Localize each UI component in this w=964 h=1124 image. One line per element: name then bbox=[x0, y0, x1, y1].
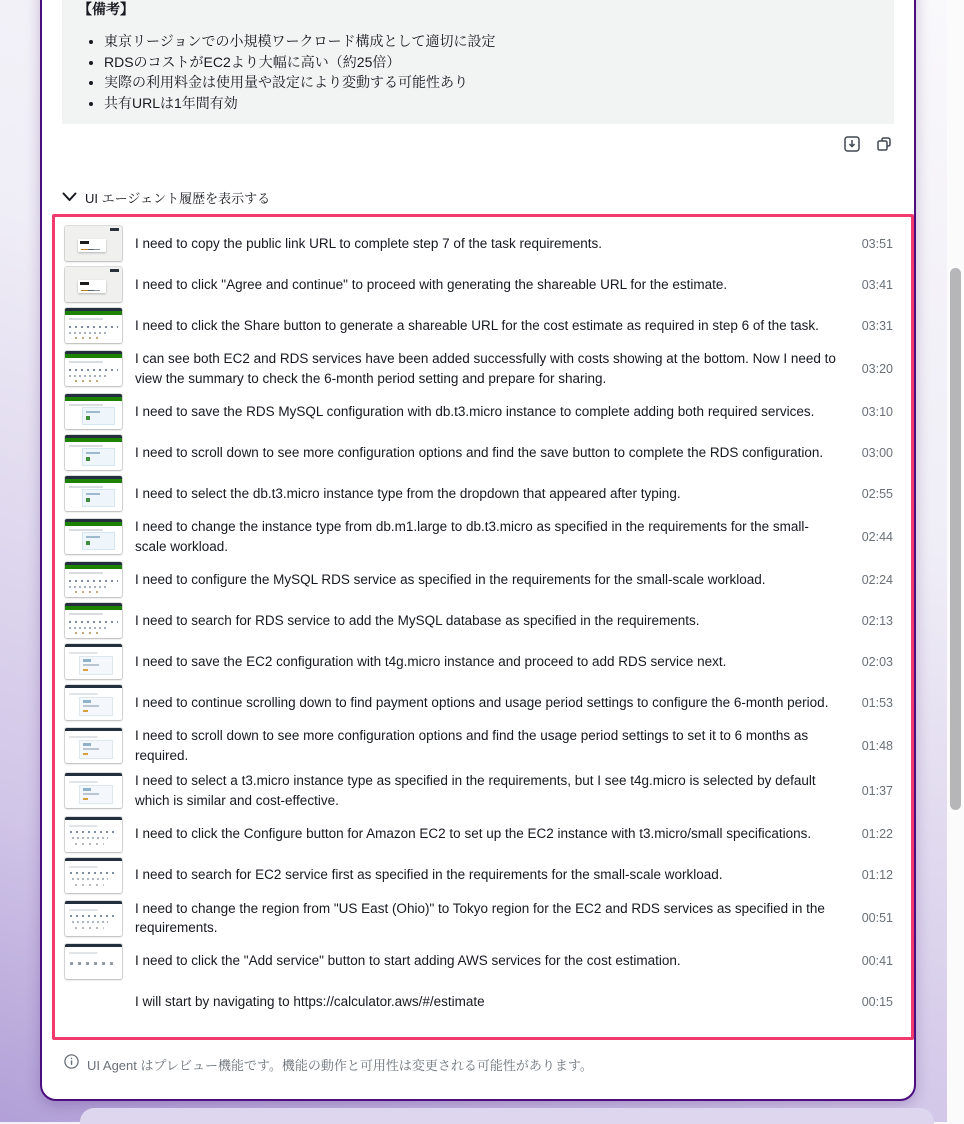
step-thumbnail[interactable] bbox=[65, 817, 122, 852]
step-thumbnail[interactable] bbox=[65, 562, 122, 597]
step-thumbnail[interactable] bbox=[65, 944, 122, 979]
history-step-row[interactable] bbox=[63, 682, 897, 723]
step-thumbnail[interactable] bbox=[65, 519, 122, 554]
download-icon bbox=[843, 135, 861, 153]
chevron-down-icon bbox=[62, 190, 77, 205]
history-step-row[interactable] bbox=[63, 346, 897, 391]
history-step-row[interactable] bbox=[63, 559, 897, 600]
page-scrollbar-track[interactable] bbox=[947, 0, 964, 1122]
step-timestamp: 01:53 bbox=[861, 695, 893, 710]
step-description: I need to click the Configure button for Amazon EC2 to set up the EC2 instance with t3.micro/small specifications. bbox=[135, 826, 812, 842]
step-description: I need to click the "Add service" button to start adding AWS services for the cost estimation. bbox=[135, 953, 681, 969]
step-thumbnail[interactable] bbox=[65, 773, 122, 808]
agent-result-card bbox=[40, 0, 916, 1101]
step-thumbnail[interactable] bbox=[65, 226, 122, 261]
step-description: I need to scroll down to see more configuration options and find the save button to complete the RDS configuration. bbox=[135, 444, 824, 460]
notes-box bbox=[62, 0, 894, 124]
history-step-row[interactable] bbox=[63, 855, 897, 896]
copy-icon bbox=[875, 135, 893, 153]
copy-button[interactable] bbox=[874, 134, 894, 154]
step-thumbnail[interactable] bbox=[65, 394, 122, 429]
history-step-row[interactable] bbox=[63, 896, 897, 941]
notes-item: • 東京リージョンでの小規模ワークロード構成として適切に設定 bbox=[104, 31, 878, 52]
message-actions bbox=[842, 134, 894, 154]
notes-item: • RDSのコストがEC2より大幅に高い（約25倍） bbox=[104, 52, 878, 73]
history-step-row[interactable] bbox=[63, 432, 897, 473]
step-timestamp: 02:03 bbox=[861, 654, 893, 669]
step-description: I need to select a t3.micro instance type as specified in the requirements, but I see t4g.micro is selected by default which is similar and cost-effective. bbox=[135, 773, 816, 808]
step-description: I need to copy the public link URL to complete step 7 of the task requirements. bbox=[135, 235, 603, 251]
history-step-row[interactable] bbox=[63, 600, 897, 641]
history-step-row[interactable] bbox=[63, 473, 897, 514]
notes-list bbox=[104, 31, 878, 113]
history-step-row[interactable] bbox=[63, 982, 897, 1023]
step-thumbnail[interactable] bbox=[65, 901, 122, 936]
step-thumbnail[interactable] bbox=[65, 308, 122, 343]
step-description: I need to click the Share button to generate a shareable URL for the cost estimate as required in step 6 of the task. bbox=[135, 317, 819, 333]
notes-title: 【備考】 bbox=[78, 1, 134, 17]
history-step-row[interactable] bbox=[63, 305, 897, 346]
step-timestamp: 01:22 bbox=[861, 827, 893, 841]
step-thumbnail[interactable] bbox=[65, 435, 122, 470]
preview-disclaimer-text: UI Agent はプレビュー機能です。機能の動作と可用性は変更される可能性があります。 bbox=[87, 1057, 593, 1073]
step-description: I need to select the db.t3.micro instance type from the dropdown that appeared after typing. bbox=[135, 485, 681, 501]
step-thumbnail[interactable] bbox=[65, 603, 122, 638]
step-timestamp: 03:41 bbox=[861, 277, 893, 292]
step-description: I need to change the region from "US East (Ohio)" to Tokyo region for the EC2 and RDS services as specified in the requirements. bbox=[135, 900, 825, 936]
step-timestamp: 03:51 bbox=[861, 236, 893, 251]
step-timestamp: 02:24 bbox=[861, 572, 893, 587]
page-scrollbar-thumb[interactable] bbox=[950, 268, 961, 810]
step-description: I need to scroll down to see more configuration options and find the usage period settings to set it to 6 months as required. bbox=[135, 728, 809, 763]
step-timestamp: 00:15 bbox=[861, 995, 893, 1010]
step-timestamp: 02:44 bbox=[861, 529, 893, 544]
step-thumbnail[interactable] bbox=[65, 267, 122, 302]
step-thumbnail[interactable] bbox=[65, 476, 122, 511]
history-step-row[interactable] bbox=[63, 514, 897, 559]
info-icon bbox=[64, 1054, 79, 1074]
step-timestamp: 01:12 bbox=[861, 868, 893, 882]
step-description: I need to click "Agree and continue" to proceed with generating the shareable URL for the estimate. bbox=[135, 276, 728, 292]
history-step-row[interactable] bbox=[63, 391, 897, 432]
download-button[interactable] bbox=[842, 134, 862, 154]
agent-history-panel bbox=[52, 214, 914, 1040]
step-description: I need to search for RDS service to add the MySQL database as specified in the requirements. bbox=[135, 612, 700, 628]
step-description: I need to save the RDS MySQL configuration with db.t3.micro instance to complete adding both required services. bbox=[135, 403, 815, 419]
step-thumbnail[interactable] bbox=[65, 728, 122, 763]
history-step-row[interactable] bbox=[63, 641, 897, 682]
step-timestamp: 03:31 bbox=[861, 318, 893, 333]
history-step-row[interactable] bbox=[63, 723, 897, 768]
history-step-row[interactable] bbox=[63, 814, 897, 855]
step-description: I will start by navigating to https://calculator.aws/#/estimate bbox=[135, 994, 485, 1010]
step-description: I need to configure the MySQL RDS service as specified in the requirements for the small-scale workload. bbox=[135, 571, 766, 587]
step-thumbnail[interactable] bbox=[65, 858, 122, 893]
step-description: I need to search for EC2 service first as specified in the requirements for the small-scale workload. bbox=[135, 867, 723, 883]
step-timestamp: 03:20 bbox=[861, 361, 893, 376]
notes-item: • 共有URLは1年間有効 bbox=[104, 93, 878, 114]
step-description: I need to continue scrolling down to find payment options and usage period settings to configure the 6-month period. bbox=[135, 694, 829, 710]
history-toggle-label: UI エージェント履歴を表示する bbox=[85, 191, 271, 206]
history-toggle[interactable] bbox=[62, 188, 270, 207]
step-timestamp: 02:13 bbox=[861, 613, 893, 628]
history-step-row[interactable] bbox=[63, 264, 897, 305]
history-step-row[interactable] bbox=[63, 941, 897, 982]
step-thumbnail[interactable] bbox=[65, 685, 122, 720]
step-timestamp: 03:00 bbox=[861, 445, 893, 460]
step-timestamp: 02:55 bbox=[861, 486, 893, 501]
step-description: I need to change the instance type from db.m1.large to db.t3.micro as specified in the requirements for the small-scale workload. bbox=[135, 519, 809, 554]
step-thumbnail[interactable] bbox=[65, 351, 122, 386]
step-description: I need to save the EC2 configuration with t4g.micro instance and proceed to add RDS service next. bbox=[135, 653, 727, 669]
history-step-row[interactable] bbox=[63, 768, 897, 813]
history-step-row[interactable] bbox=[63, 223, 897, 264]
notes-item: • 実際の利用料金は使用量や設定により変動する可能性あり bbox=[104, 72, 878, 93]
step-thumbnail[interactable] bbox=[65, 644, 122, 679]
step-timestamp: 03:10 bbox=[861, 404, 893, 419]
preview-disclaimer bbox=[64, 1054, 593, 1074]
step-timestamp: 01:37 bbox=[861, 783, 893, 798]
step-timestamp: 00:51 bbox=[861, 911, 893, 926]
step-description: I can see both EC2 and RDS services have been added successfully with costs showing at the bottom. Now I need to view the summary to check the 6-month period setting and prepare for sharing. bbox=[135, 351, 836, 386]
step-timestamp: 00:41 bbox=[861, 954, 893, 969]
step-timestamp: 01:48 bbox=[861, 738, 893, 753]
